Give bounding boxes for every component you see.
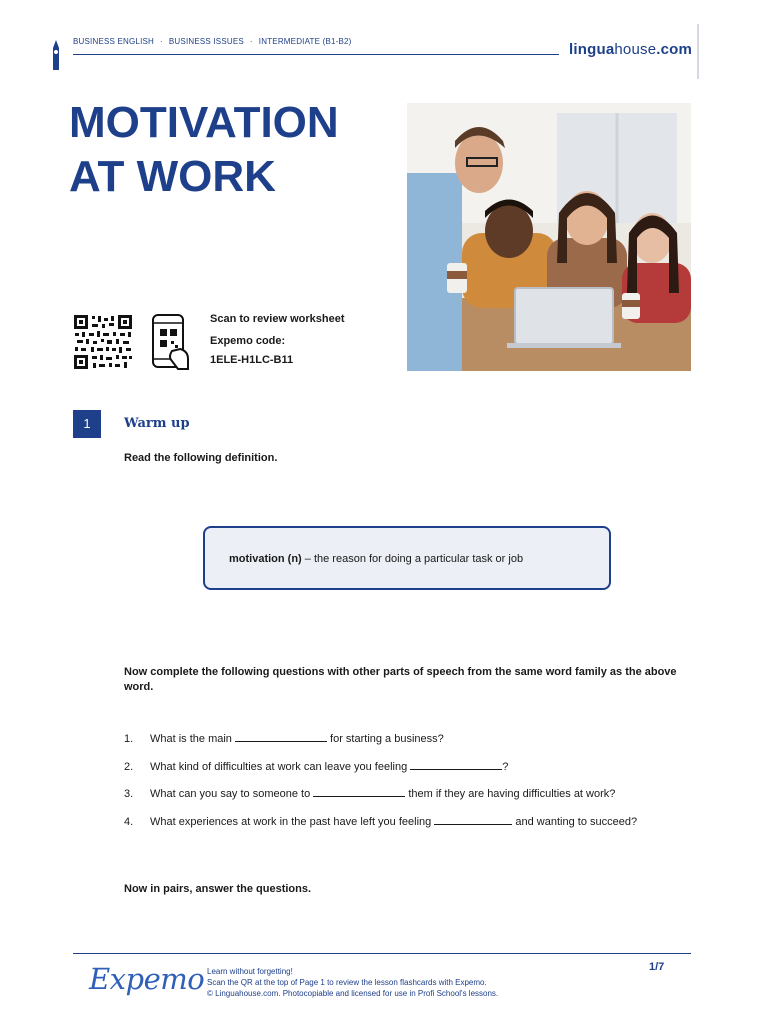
breadcrumb-topic[interactable]: BUSINESS ISSUES bbox=[168, 37, 244, 46]
instruction-read: Read the following definition. bbox=[124, 452, 278, 464]
breadcrumb bbox=[73, 37, 352, 46]
definition-term: motivation (n) bbox=[229, 553, 302, 565]
breadcrumb-separator: · bbox=[249, 37, 253, 46]
breadcrumb-level[interactable]: INTERMEDIATE (B1-B2) bbox=[258, 37, 352, 46]
answer-blank[interactable] bbox=[313, 787, 405, 797]
qr-code-icon[interactable] bbox=[73, 314, 133, 370]
footer-text bbox=[207, 966, 498, 999]
question-text-before: What experiences at work in the past have left you feeling bbox=[150, 816, 435, 828]
title-line-1: MOTIVATION bbox=[69, 98, 339, 147]
footer-tagline: Learn without forgetting! bbox=[207, 967, 293, 976]
question-number: 3. bbox=[124, 788, 134, 800]
footer-scan-note: Scan the QR at the top of Page 1 to review the lesson flashcards with Expemo. bbox=[207, 978, 487, 987]
scan-review-label: Scan to review worksheet bbox=[210, 313, 345, 325]
question-text-after: and wanting to succeed? bbox=[512, 816, 638, 828]
question-item bbox=[124, 815, 637, 828]
question-text-before: What is the main bbox=[150, 733, 235, 745]
footer-divider bbox=[73, 953, 691, 954]
page-number: 1/7 bbox=[649, 961, 665, 973]
logo-part-suffix: .com bbox=[656, 41, 693, 58]
question-number: 2. bbox=[124, 761, 134, 773]
linguahouse-logo[interactable] bbox=[569, 41, 692, 58]
question-number: 1. bbox=[124, 733, 134, 745]
expemo-code-label: Expemo code: bbox=[210, 335, 286, 347]
instruction-pairs: Now in pairs, answer the questions. bbox=[124, 883, 312, 895]
instruction-complete: Now complete the following questions with other parts of speech from the same word family as the above word. bbox=[124, 666, 677, 693]
section-title: Warm up bbox=[124, 416, 190, 431]
question-text-after: them if they are having difficulties at work? bbox=[405, 788, 616, 800]
question-item bbox=[124, 787, 615, 800]
definition-text bbox=[229, 553, 523, 565]
question-text-after: ? bbox=[502, 761, 509, 773]
question-item bbox=[124, 760, 508, 773]
logo-part-bold: lingua bbox=[569, 41, 615, 58]
header-side-bar bbox=[697, 24, 699, 79]
breadcrumb-separator: · bbox=[160, 37, 163, 46]
header-divider bbox=[73, 54, 559, 55]
answer-blank[interactable] bbox=[434, 815, 512, 825]
scan-info bbox=[210, 313, 345, 372]
definition-meaning: – the reason for doing a particular task or job bbox=[301, 553, 524, 565]
breadcrumb-course[interactable]: BUSINESS ENGLISH bbox=[73, 37, 155, 46]
team-photo bbox=[407, 103, 691, 371]
big-ben-icon bbox=[50, 40, 62, 70]
expemo-logo[interactable]: Expemo bbox=[89, 962, 205, 996]
page-title bbox=[69, 96, 339, 204]
question-number: 4. bbox=[124, 816, 134, 828]
title-line-2: AT WORK bbox=[69, 152, 276, 201]
answer-blank[interactable] bbox=[235, 732, 327, 742]
question-item bbox=[124, 732, 444, 745]
answer-blank[interactable] bbox=[410, 760, 502, 770]
section-number-badge: 1 bbox=[73, 410, 101, 438]
definition-box bbox=[203, 526, 611, 590]
expemo-code: 1ELE-H1LC-B11 bbox=[210, 354, 294, 366]
logo-part-regular: house bbox=[614, 41, 657, 58]
question-text-before: What kind of difficulties at work can leave you feeling bbox=[150, 761, 411, 773]
question-text-after: for starting a business? bbox=[326, 733, 444, 745]
question-text-before: What can you say to someone to bbox=[150, 788, 314, 800]
phone-scan-icon bbox=[150, 313, 192, 371]
footer-copyright: © Linguahouse.com. Photocopiable and licensed for use in Profi School's lessons. bbox=[207, 989, 499, 998]
